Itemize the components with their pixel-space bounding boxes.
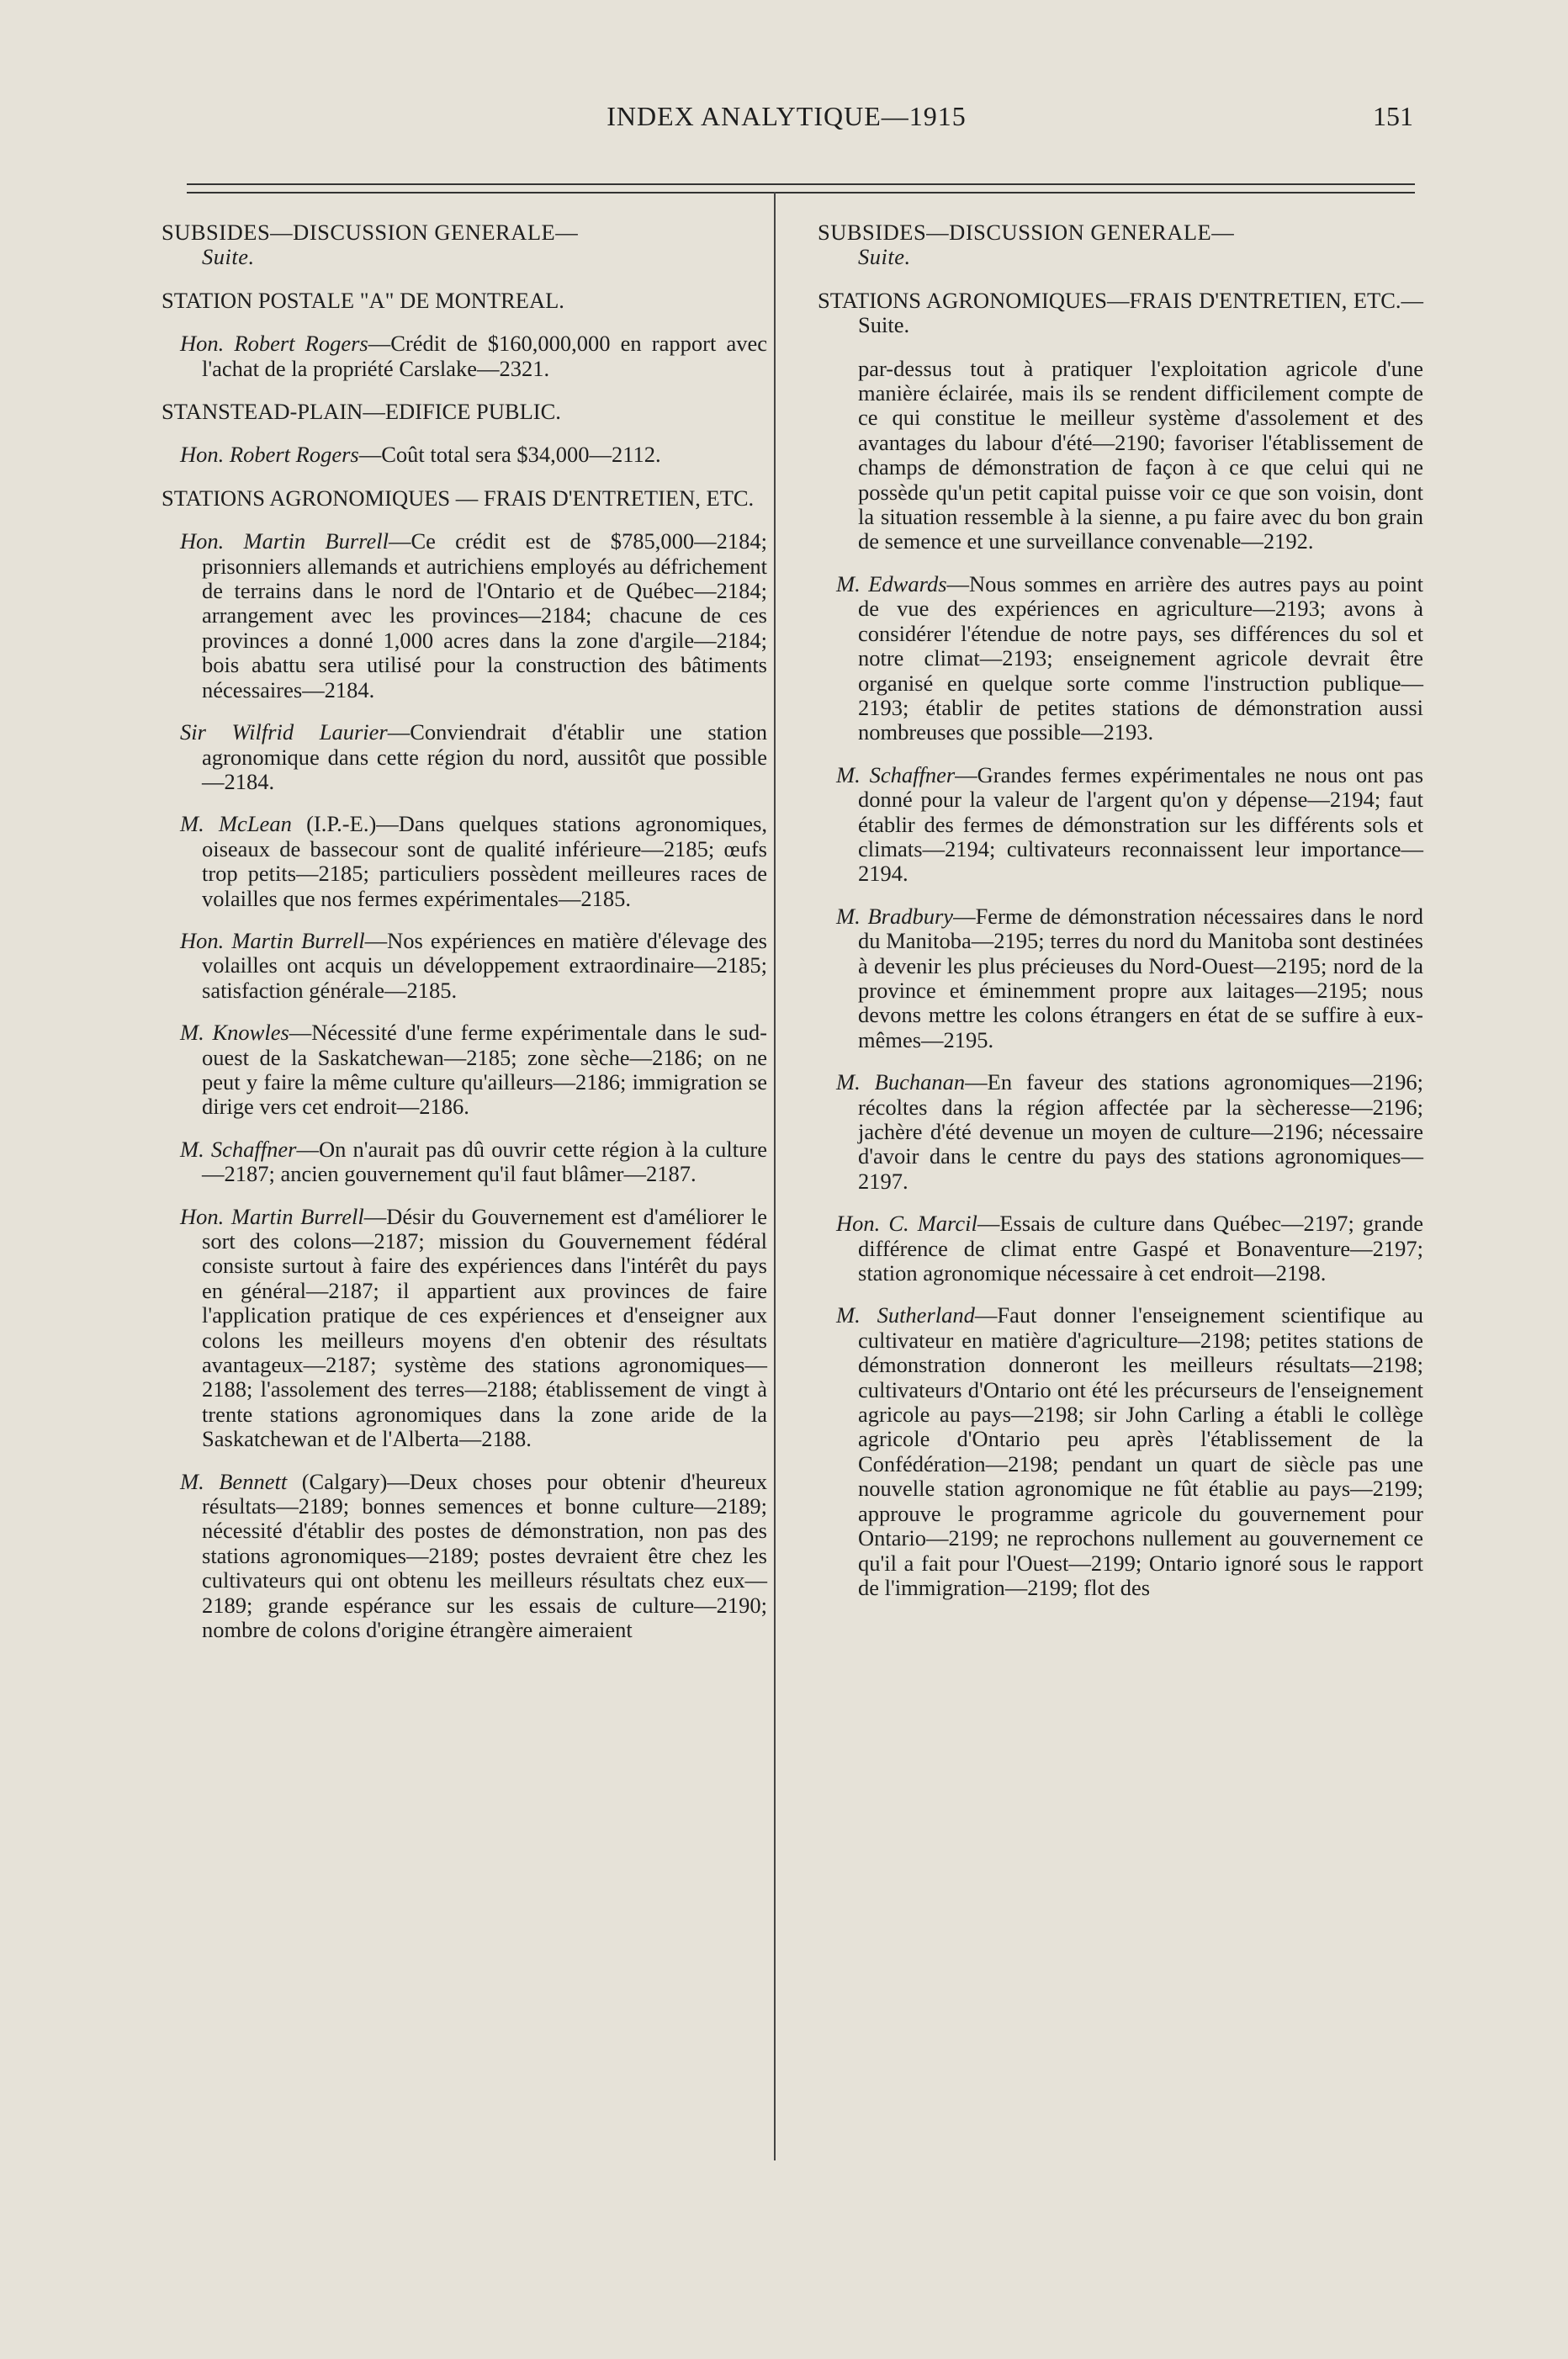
speaker-name: Hon. Martin Burrell (180, 1203, 364, 1229)
entry-text: —En faveur des stations agronomiques—2196; récoltes dans la région affectée par la sècheresse—2196; jachère d'été devenue un moyen de culture—2196; nécessaire d'avoir dans le centre du pays des stations agronomiques—2197. (858, 1069, 1423, 1194)
entry-text: —Nos expériences en matière d'élevage des volailles ont acquis un développement extraordinaire—2185; satisfaction générale—2185. (202, 927, 767, 1003)
entry-text: —Nous sommes en arrière des autres pays au point de vue des expériences en agriculture—2193; avons à considérer l'étendue de notre pays, ses différences du sol et notre climat—2193; enseignement agricole devrait être organisé en quelque sorte comme l'instruction publique—2193; établir de petites stations de démonstration aussi nombreuses que possible—2193. (858, 570, 1423, 745)
column-divider (774, 192, 776, 2160)
entry-text: —Faut donner l'enseignement scientifique au cultivateur en matière d'agriculture—2198; petites stations de démonstration donneront les meilleurs résultats—2198; cultivateurs d'Ontario ont été les précurseurs de l'enseignement agricole au pays—2198; sir John Carling a établi le collège agricole d'Ontario peu après l'établissement de la Confédération—2198; pendant un quart de siècle pas une nouvelle station agronomique ne fût établie au pays—2199; approuve le programme agricole du gouvernement pour Ontario—2199; ne reprochons nullement au gouvernement ce qu'il a fait pour l'Ouest—2199; Ontario ignoré sous le rapport de l'immigration—2199; flot des (858, 1302, 1424, 1600)
continuation-text: par-dessus tout à pratiquer l'exploitation agricole d'une manière éclairée, mais ils se rendent difficilement compte de ce qui constitue le meilleur système d'assolement et des avantages du labour d'été—2190; favoriser l'établissement de champs de démonstration de façon à ce que celui qui ne possède qu'un petit capital puisse voir ce que son voisin, dont la situation ressemble à la sienne, a pu faire avec du bon grain de semence et une surveillance convenable—2192. (858, 355, 1423, 554)
entry-text: —Désir du Gouvernement est d'améliorer le sort des colons—2187; mission du Gouvernement fédéral consiste surtout à faire des expériences dans l'intérêt du pays en général—2187; il appartient aux provinces de faire l'application pratique de ces expériences et d'enseigner aux colons les meilleurs moyens d'en obtenir des résultats avantageux—2187; système des stations agronomiques—2188; l'assolement des terres—2188; établissement de vingt à trente stations agronomiques dans la zone aride de la Saskatchewan et de l'Alberta—2188. (202, 1203, 767, 1452)
entry-text: (Calgary)—Deux choses pour obtenir d'heureux résultats—2189; bonnes semences et bonne culture—2189; nécessité d'établir des postes de démonstration, non pas des stations agronomiques—2189; postes devraient être chez les cultivateurs qui ont obtenu les meilleurs résultats chez eux—2189; grande espérance sur les essais de culture—2190; nombre de colons d'origine étrangère aimeraient (202, 1468, 767, 1643)
heading-text: SUBSIDES—DISCUSSION GENERALE— (162, 220, 579, 245)
index-entry (818, 904, 1423, 1052)
speaker-name: M. Edwards (836, 570, 947, 596)
heading-continued: Suite. (202, 244, 255, 270)
index-entry (162, 1020, 767, 1120)
speaker-name: Hon. Martin Burrell (180, 528, 389, 554)
page-header (160, 101, 1413, 151)
speaker-name: Hon. Martin Burrell (180, 927, 365, 953)
speaker-name: M. Sutherland (836, 1302, 975, 1328)
heading-continued: Suite. (858, 244, 911, 270)
index-entry (162, 812, 767, 911)
index-entry (162, 929, 767, 1003)
entry-text: —Coût total sera $34,000—2112. (358, 442, 661, 468)
entry-text: —On n'aurait pas dû ouvrir cette région à la culture—2187; ancien gouvernement qu'il faut blâmer—2187. (202, 1136, 767, 1187)
speaker-name: M. Schaffner (836, 761, 956, 787)
section-title: STATION POSTALE "A" DE MONTREAL. (162, 287, 564, 313)
entry-text: —Essais de culture dans Québec—2197; grande différence de climat entre Gaspé et Bonaventure—2197; station agronomique nécessaire à cet endroit—2198. (858, 1211, 1423, 1286)
entry-text: (I.P.-E.)—Dans quelques stations agronomiques, oiseaux de bassecour sont de qualité inférieure—2185; œufs trop petits—2185; particuliers possèdent meilleures races de volailles que nos fermes expérimentales—2185. (202, 811, 768, 911)
speaker-name: M. Bennett (180, 1468, 288, 1494)
entry-text: —Ce crédit est de $785,000—2184; prisonniers allemands et autrichiens employés au défrichement de terrains dans le nord de l'Ontario et de Québec—2184; arrangement avec les provinces—2184; chacune de ces provinces a donné 1,000 acres dans la zone d'argile—2184; bois abattu sera utilisé pour la construction des bâtiments nécessaires—2184. (202, 528, 767, 702)
speaker-name: M. Buchanan (836, 1069, 966, 1095)
page-number: 151 (1373, 101, 1413, 131)
index-entry (162, 529, 767, 702)
index-entry (818, 763, 1423, 887)
speaker-name: M. Knowles (180, 1020, 289, 1046)
speaker-name: M. Schaffner (180, 1136, 297, 1162)
index-entry (162, 443, 767, 467)
header-rule-second (187, 192, 1415, 193)
left-heading (162, 220, 767, 270)
right-column (818, 220, 1423, 1618)
entry-text: —Nécessité d'une ferme expérimentale dans le sud-ouest de la Saskatchewan—2185; zone sèche—2186; on ne peut y faire la même culture qu'ailleurs—2186; immigration se dirige vers cet endroit—2186. (202, 1020, 767, 1120)
index-entry (162, 1205, 767, 1452)
speaker-name: Hon. C. Marcil (836, 1211, 977, 1237)
header-rule (187, 183, 1415, 185)
speaker-name: Sir Wilfrid Laurier (180, 719, 388, 745)
entry-text: —Grandes fermes expérimentales ne nous ont pas donné pour la valeur de l'argent qu'on y dépense—2194; faut établir des fermes de démonstration sur les différents sols et climats—2194; cultivateurs reconnaissent leur importance—2194. (858, 761, 1424, 887)
index-entry (162, 1470, 767, 1643)
index-entry (162, 720, 767, 794)
entry-text: —Ferme de démonstration nécessaires dans le nord du Manitoba—2195; terres du nord du Manitoba sont destinées à devenir les plus précieuses du Nord-Ouest—2195; nord de la province et éminemment propre aux laitages—2195; nous devons mettre les colons étrangers en état de se suffire à eux-mêmes—2195. (858, 903, 1423, 1052)
section-title: STATIONS AGRONOMIQUES—FRAIS D'ENTRETIEN, ETC.—Suite. (818, 287, 1423, 338)
right-heading (818, 220, 1423, 270)
left-column (162, 220, 767, 1661)
speaker-name: M. McLean (180, 811, 292, 837)
running-title: INDEX ANALYTIQUE—1915 (607, 101, 967, 131)
speaker-name: M. Bradbury (836, 903, 954, 929)
index-entry (162, 1137, 767, 1187)
index-entry (818, 572, 1423, 745)
section-title: STANSTEAD-PLAIN—EDIFICE PUBLIC. (162, 399, 561, 425)
index-entry (818, 1303, 1423, 1600)
index-entry (818, 1211, 1423, 1286)
entry-text: —Crédit de $160,000,000 en rapport avec l'achat de la propriété Carslake—2321. (202, 331, 767, 381)
speaker-name: Hon. Robert Rogers (180, 331, 368, 357)
speaker-name: Hon. Robert Rogers (180, 442, 359, 468)
index-entry (818, 1070, 1423, 1194)
section-title: STATIONS AGRONOMIQUES — FRAIS D'ENTRETIEN, ETC. (162, 485, 755, 511)
index-entry (162, 331, 767, 381)
heading-text: SUBSIDES—DISCUSSION GENERALE— (818, 220, 1235, 245)
entry-text: —Conviendrait d'établir une station agronomique dans cette région du nord, aussitôt que possible—2184. (202, 719, 768, 794)
